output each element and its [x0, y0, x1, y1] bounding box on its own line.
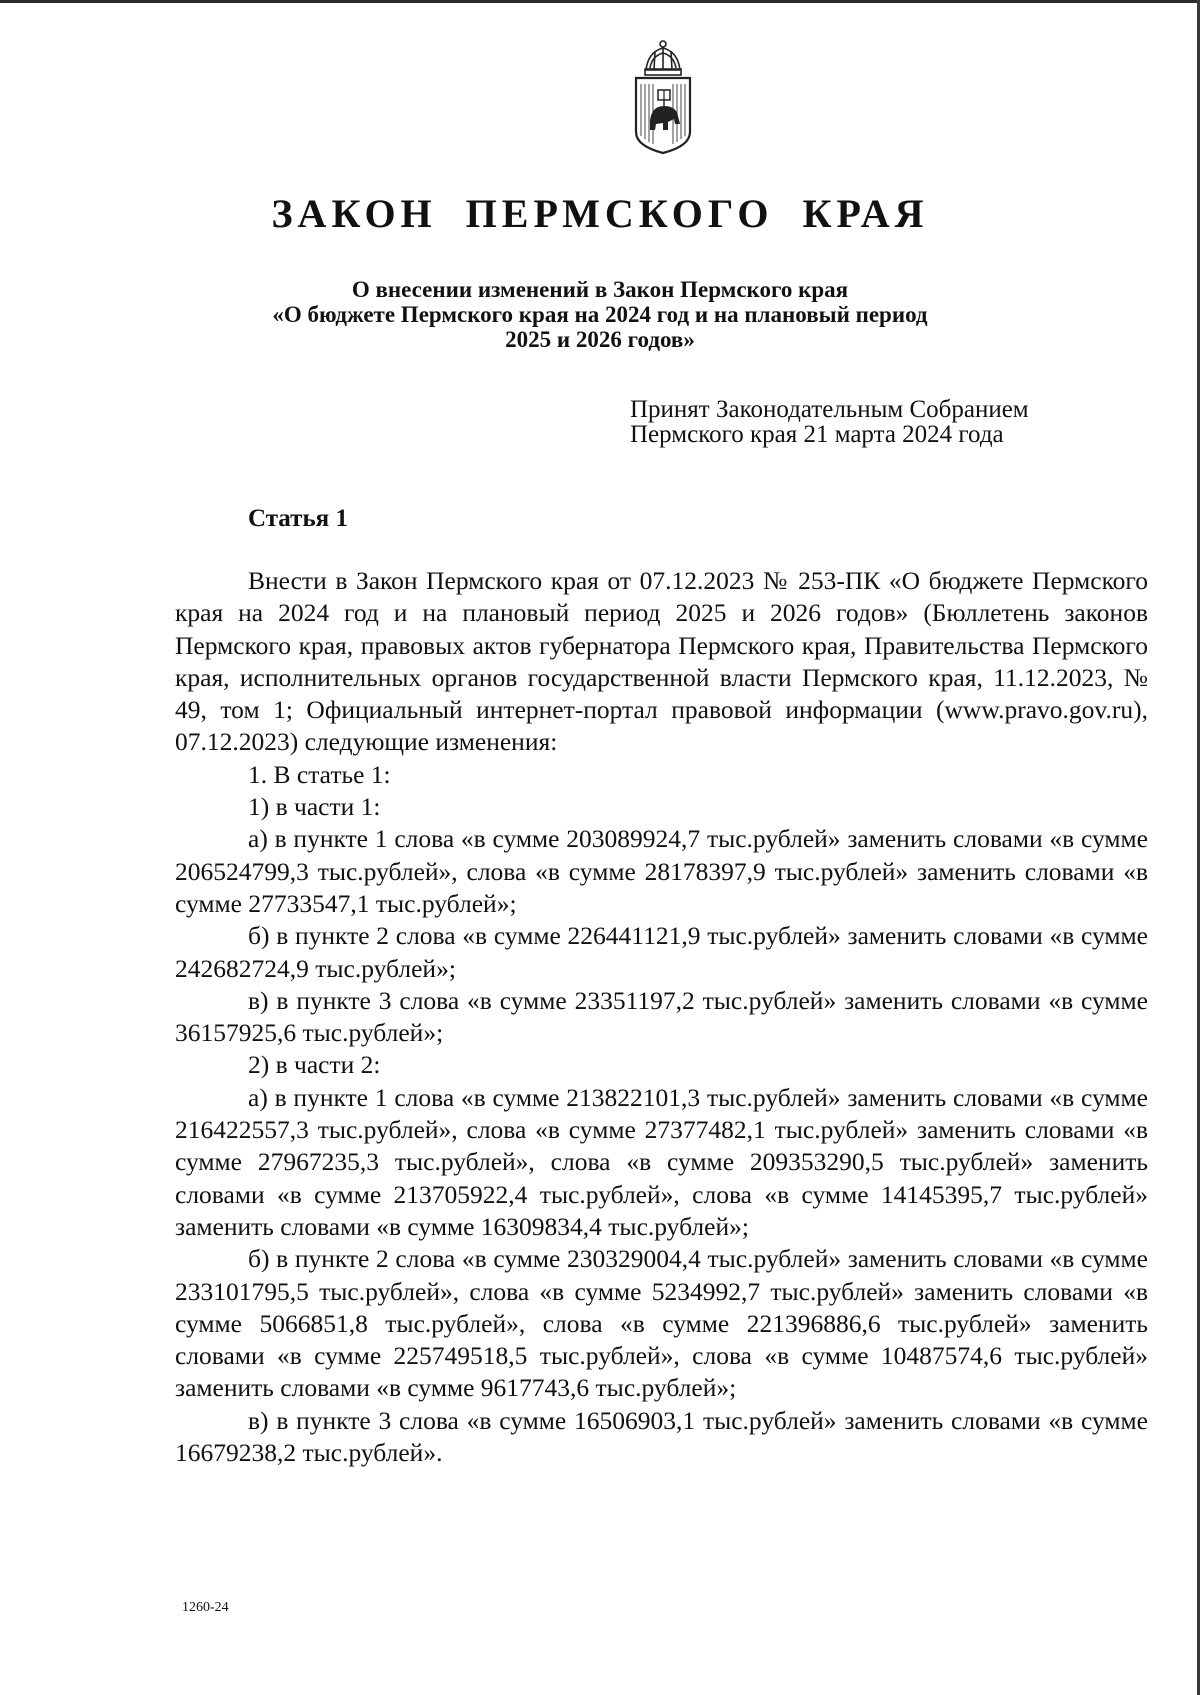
subtitle-line: 2025 и 2026 годов» — [505, 327, 695, 352]
article-paragraph: а) в пункте 1 слова «в сумме 213822101,3 тыс.рублей» заменить словами «в сумме 216422557,3 тыс.рублей», слова «в сумме 27377482,1 тыс.рублей» заменить словами «в сумме 27967235,3 тыс.рублей», слова «в сумме 209353290,5 тыс.рублей» заменить словами «в сумме 213705922,4 тыс.рублей», слова «в сумме 14145395,7 тыс.рублей» заменить словами «в сумме 16309834,4 тыс.рублей»; — [175, 1082, 1148, 1241]
article-paragraph: в) в пункте 3 слова «в сумме 16506903,1 тыс.рублей» заменить словами «в сумме 16679238,2 тыс.рублей». — [175, 1405, 1148, 1468]
article-paragraph: б) в пункте 2 слова «в сумме 230329004,4 тыс.рублей» заменить словами «в сумме 233101795,5 тыс.рублей», слова «в сумме 5234992,7 тыс.рублей» заменить словами «в сумме 5066851,8 тыс.рублей», слова «в сумме 221396886,6 тыс.рублей» заменить словами «в сумме 225749518,5 тыс.рублей», слова «в сумме 10487574,6 тыс.рублей» заменить словами «в сумме 9617743,6 тыс.рублей»; — [175, 1244, 1148, 1403]
document-code: 1260-24 — [182, 1600, 229, 1615]
article-paragraph: 2) в части 2: — [248, 1050, 381, 1080]
law-subtitle — [200, 277, 1000, 352]
scan-edge-top — [0, 0, 1200, 3]
subtitle-line: «О бюджете Пермского края на 2024 год и на плановый период — [272, 302, 928, 327]
article-body — [175, 565, 1148, 1469]
article-paragraph: а) в пункте 1 слова «в сумме 203089924,7 тыс.рублей» заменить словами «в сумме 206524799,3 тыс.рублей», слова «в сумме 28178397,9 тыс.рублей» заменить словами «в сумме 27733547,1 тыс.рублей»; — [175, 824, 1148, 918]
article-paragraph: в) в пункте 3 слова «в сумме 23351197,2 тыс.рублей» заменить словами «в сумме 36157925,6 тыс.рублей»; — [175, 985, 1148, 1048]
adoption-line: Пермского края 21 марта 2024 года — [630, 421, 1004, 448]
adoption-line: Принят Законодательным Собранием — [630, 396, 1029, 423]
law-title: ЗАКОН ПЕРМСКОГО КРАЯ — [271, 191, 929, 236]
article-paragraph: 1) в части 1: — [248, 792, 381, 822]
article-paragraph: 1. В статье 1: — [248, 759, 391, 789]
subtitle-line: О внесении изменений в Закон Пермского края — [351, 277, 849, 302]
article-paragraph: б) в пункте 2 слова «в сумме 226441121,9 тыс.рублей» заменить словами «в сумме 242682724,9 тыс.рублей»; — [175, 921, 1148, 983]
article-paragraph: Внести в Закон Пермского края от 07.12.2023 № 253-ПК «О бюджете Пермского края на 2024 год и на плановый период 2025 и 2026 годов» (Бюллетень законов Пермского края, правовых актов губернатора Пермского края, Правительства Пермского края, исполнительных органов государственной власти Пермского края, 11.12.2023, № 49, том 1; Официальный интернет-портал правовой информации (www.pravo.gov.ru), 07.12.2023) следующие изменения: — [175, 566, 1148, 757]
perm-krai-coat-of-arms-icon — [628, 40, 698, 155]
article-heading: Статья 1 — [248, 505, 348, 532]
adoption-note — [630, 397, 1150, 447]
